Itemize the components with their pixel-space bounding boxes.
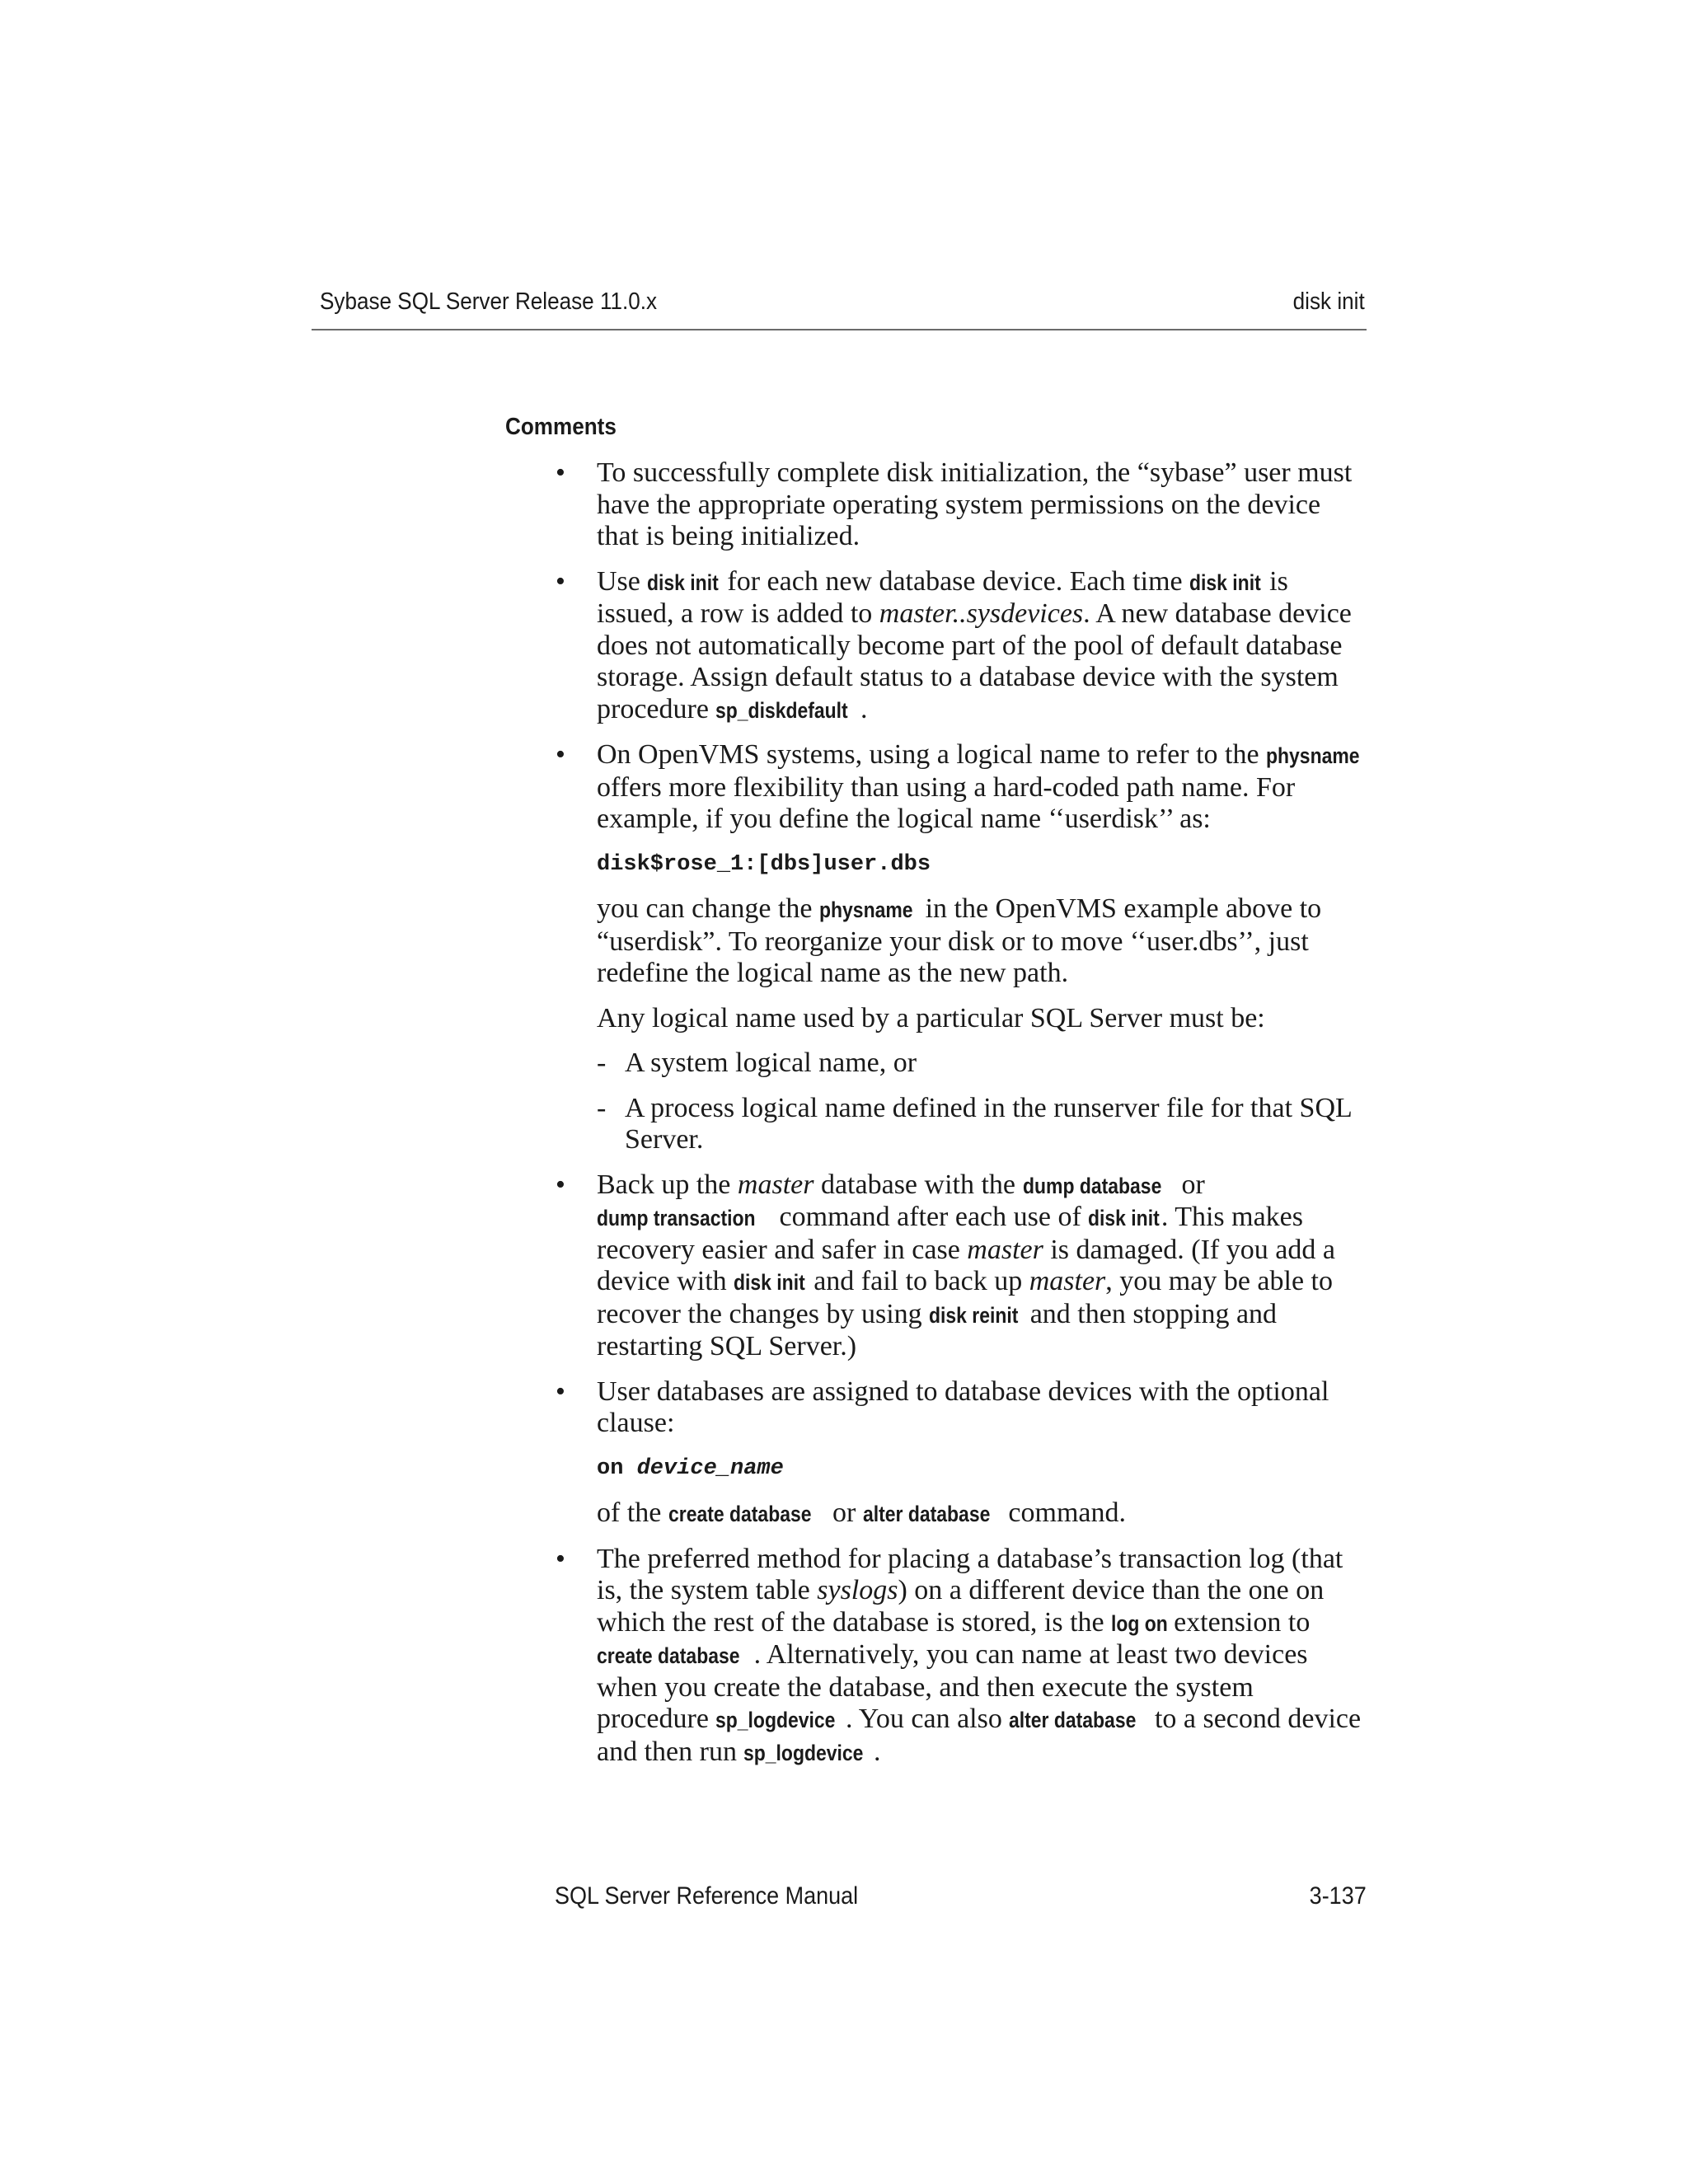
bullet-icon: •: [556, 565, 565, 597]
keyword: log on: [1111, 1610, 1168, 1636]
keyword: disk reinit: [929, 1302, 1019, 1328]
paragraph: Any logical name used by a particular SQL Server must be:: [597, 1002, 1265, 1033]
keyword: alter database: [862, 1502, 991, 1526]
comments-body: [556, 457, 1367, 1782]
table-name: master..sysdevices: [879, 598, 1084, 629]
keyword: sp_diskdefault: [715, 697, 849, 723]
list-item: [556, 457, 1367, 553]
keyword: physname: [1266, 743, 1360, 768]
keyword: dump transaction: [597, 1206, 756, 1230]
paragraph: To successfully complete disk initialization, the “sybase” user must have the appropriate operating system permissions on the device that is being initialized.: [597, 457, 1353, 551]
list-item: [556, 739, 1367, 1156]
paragraph: you can change the physname in the OpenVMS example above to “userdisk”. To reorganize your disk or to move ‘‘user.dbs’’, just redefine the logical name as the new path.: [597, 893, 1322, 988]
keyword: sp_logdevice: [715, 1708, 836, 1732]
keyword: physname: [819, 898, 913, 922]
code-example: on device_name: [597, 1455, 784, 1481]
dash-icon: -: [597, 1092, 607, 1123]
bullet-icon: •: [556, 1169, 565, 1200]
dash-item: - A process logical name defined in the runserver file for that SQL Server.: [597, 1092, 1352, 1155]
keyword: disk init: [734, 1270, 805, 1295]
page-number: 3-137: [1309, 1882, 1367, 1910]
list-item: [556, 1376, 1367, 1530]
list-item: [556, 565, 1367, 727]
keyword: dump database: [1022, 1173, 1161, 1198]
bullet-icon: •: [556, 457, 565, 488]
keyword: disk init: [1189, 569, 1261, 595]
running-header-title: Sybase SQL Server Release 11.0.x: [320, 288, 658, 315]
paragraph: User databases are assigned to database devices with the optional clause:: [597, 1376, 1329, 1438]
running-header-section: disk init: [1292, 288, 1365, 315]
paragraph: Use disk init for each new database device. Each time disk init is issued, a row is added to master..sysdevices. A new database device does not automatically become part of the pool of default database storage. Assign default status to a database device with the system procedure sp_diskdefault .: [597, 566, 1367, 727]
paragraph: Back up the master database with the dump database or dump transaction command after each use of disk init. This makes recovery easier and safer in case master is damaged. (If you add a device with disk init and fail to back up master, you may be able to recover the changes by using disk reinit and then stopping and restarting SQL Server.): [597, 1169, 1335, 1361]
paragraph: of the create database or alter database command.: [597, 1497, 1367, 1530]
keyword: disk init: [1088, 1206, 1160, 1230]
bullet-icon: •: [556, 1376, 565, 1407]
footer-manual-title: SQL Server Reference Manual: [555, 1882, 859, 1910]
paragraph: The preferred method for placing a database’s transaction log (that is, the system table syslogs) on a different device than the one on which the rest of the database is stored, is the log on extension to create database . Alternatively, you can name at least two devices when you create the database, and then execute the system procedure sp_logdevice . You can also alter database to a second device and then run sp_logdevice .: [597, 1544, 1367, 1769]
keyword: alter database: [1009, 1708, 1137, 1732]
paragraph: On OpenVMS systems, using a logical name to refer to the physname offers more flexibility than using a hard-coded path name. For example, if you define the logical name ‘‘userdisk’’ as:: [597, 739, 1360, 834]
keyword: create database: [668, 1502, 812, 1526]
dash-icon: -: [597, 1047, 607, 1078]
code-example: disk$rose_1:[dbs]user.dbs: [597, 851, 931, 877]
keyword: sp_logdevice: [743, 1740, 864, 1765]
keyword: create database: [597, 1643, 740, 1668]
bullet-icon: •: [556, 739, 565, 770]
dash-item: - A system logical name, or: [597, 1047, 917, 1078]
header-rule: [312, 329, 1367, 330]
keyword: disk init: [647, 569, 720, 595]
list-item: [556, 1543, 1367, 1769]
list-item: [556, 1169, 1367, 1363]
section-heading: Comments: [505, 414, 617, 440]
bullet-icon: •: [556, 1543, 565, 1574]
